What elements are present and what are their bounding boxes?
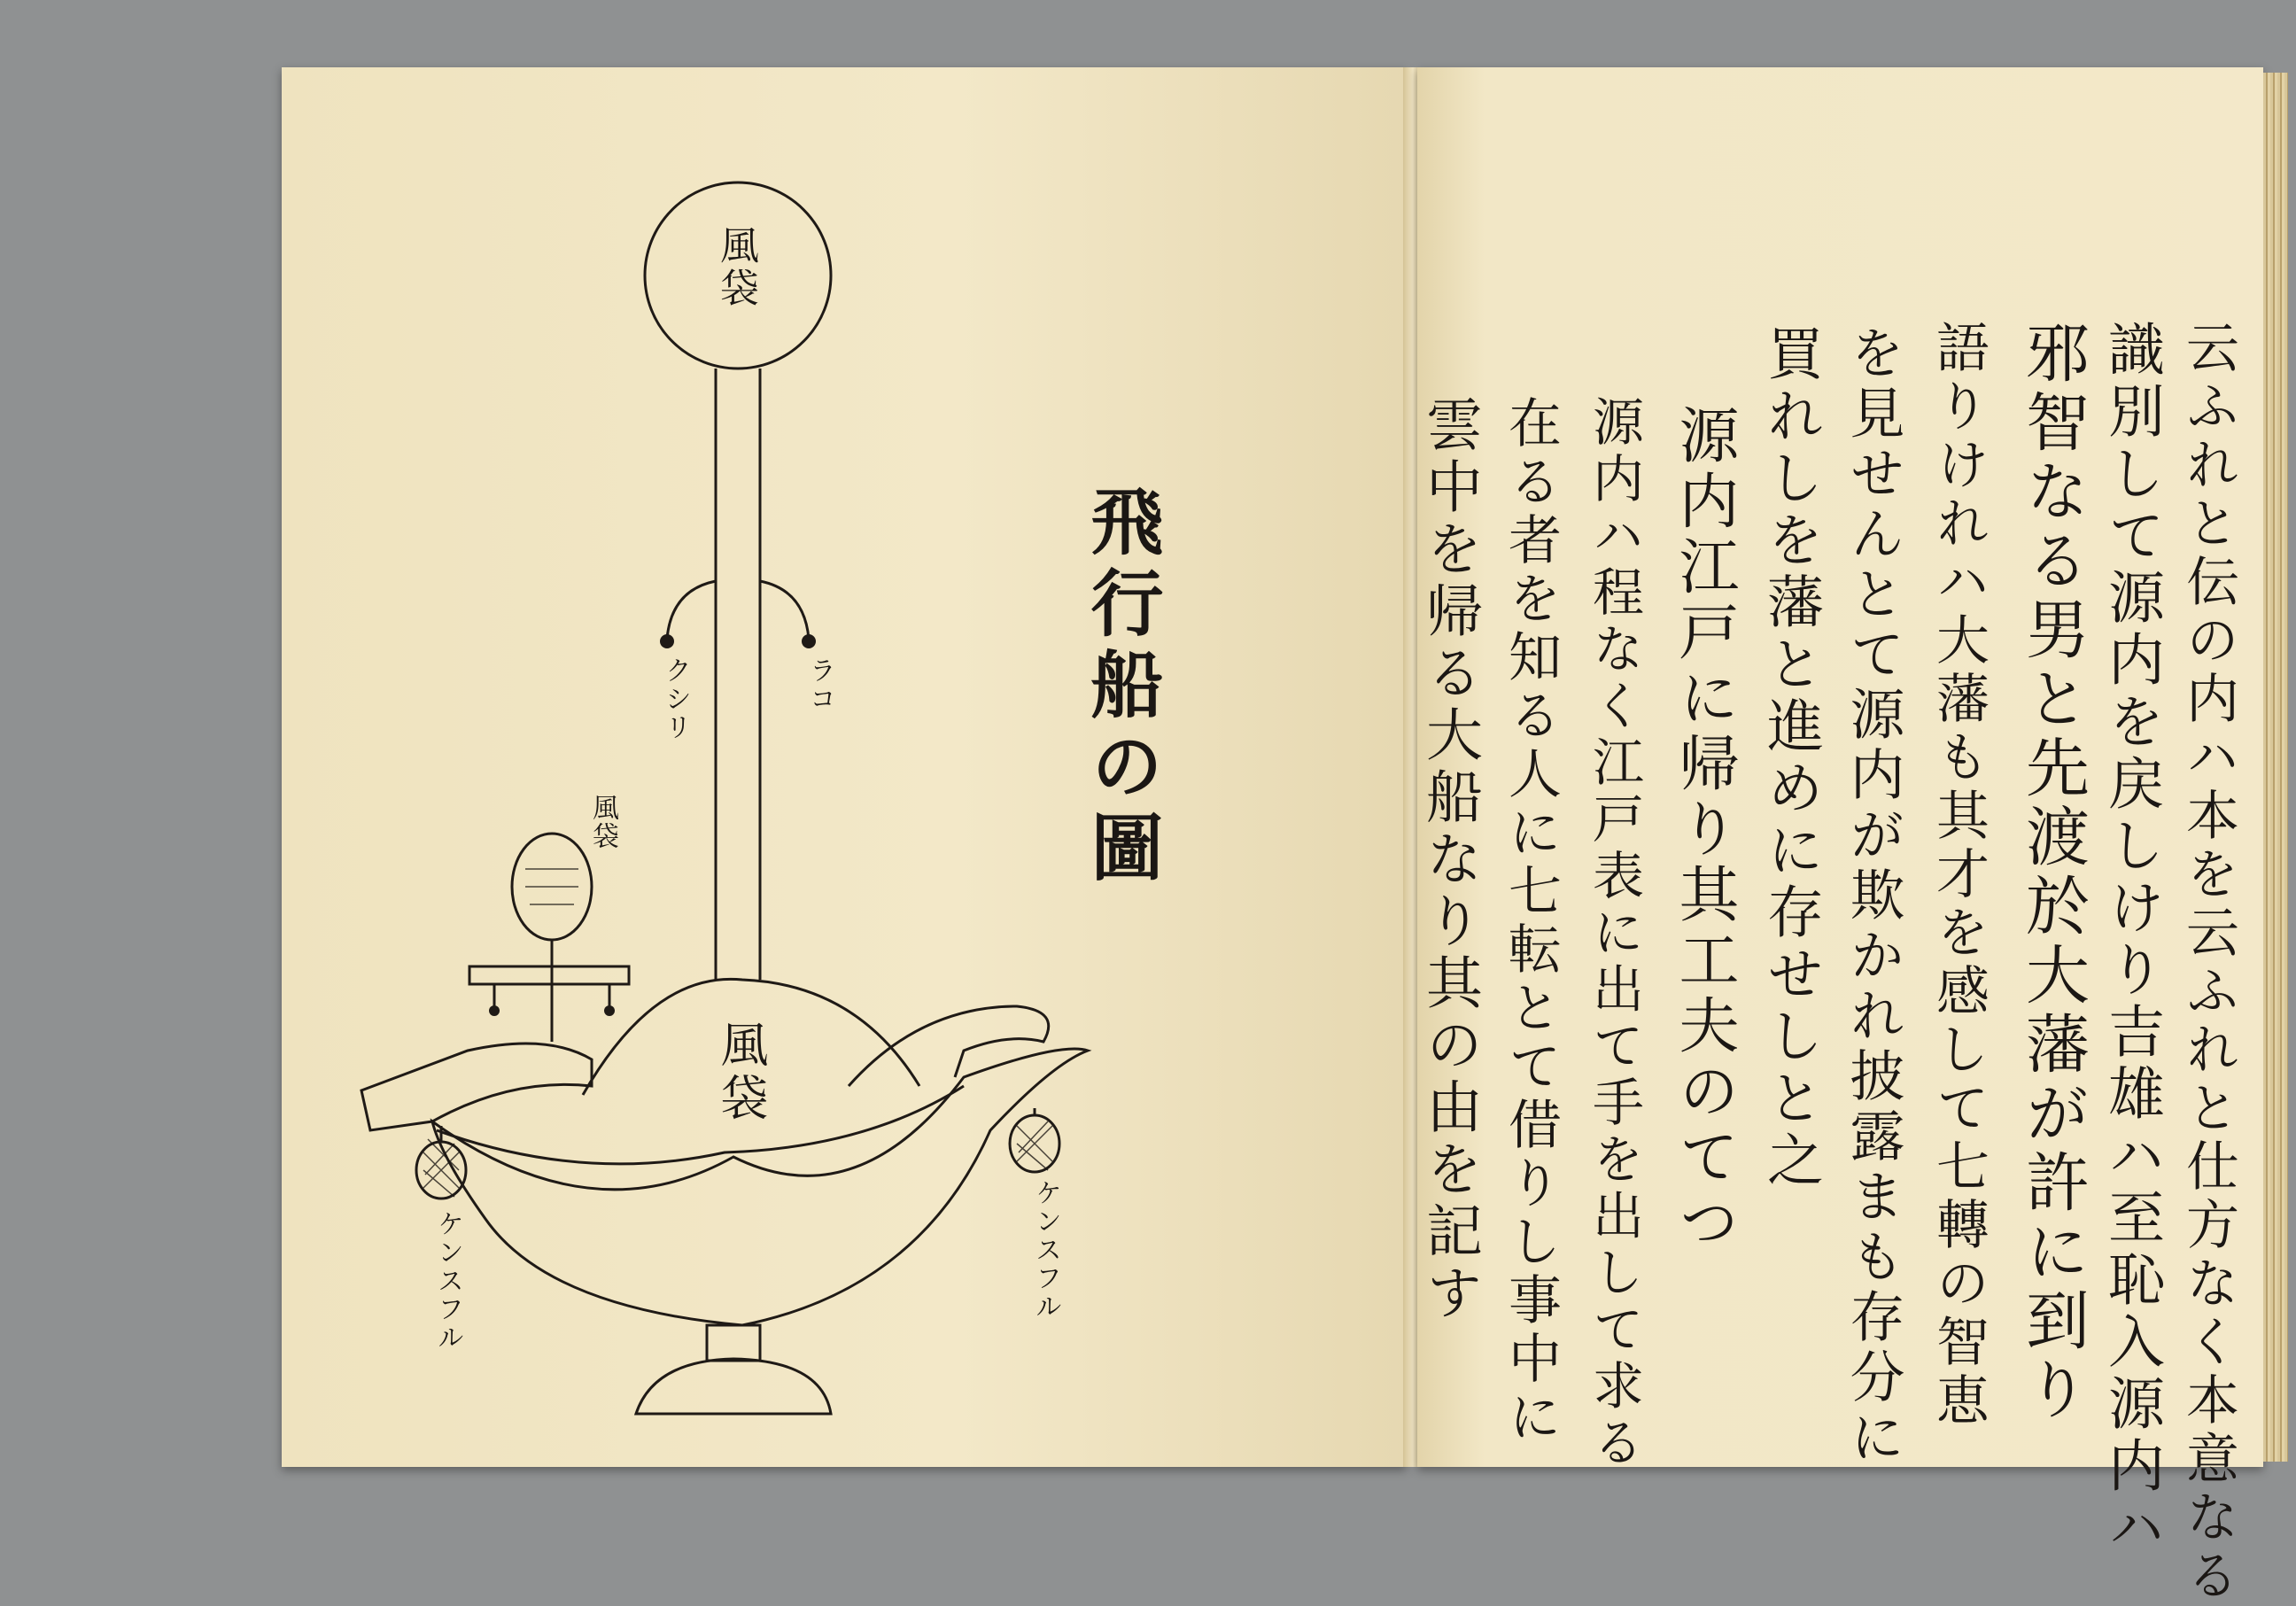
hook-arms xyxy=(667,581,809,639)
drawing-title: 飛行船の圖 xyxy=(1079,484,1164,891)
left-page xyxy=(282,67,1407,1467)
label-balloon-top: 風袋 xyxy=(713,225,758,310)
label-hook-right: ラコ xyxy=(804,656,835,713)
label-weight-left: ケンスフル xyxy=(432,1210,463,1352)
label-weight-right: ケンスフル xyxy=(1030,1179,1061,1321)
stand-base xyxy=(636,1359,831,1414)
text-column-2: 識別して源内を戻しけり吉雄ハ至恥入源内ハ xyxy=(2098,320,2164,1560)
text-column-9: 在る者を知る人に七転とて借りし事中に xyxy=(1500,395,1562,1447)
label-body: 風袋 xyxy=(713,1020,769,1126)
stand-post xyxy=(707,1325,760,1361)
label-hook-left: クシリ xyxy=(660,656,691,741)
open-book xyxy=(266,67,2239,1606)
text-column-7: 源内江戸に帰り其工夫のてつ xyxy=(1669,404,1739,1256)
text-column-4: 語りけれハ大藩も其才を感して七轉の智恵 xyxy=(1928,320,1990,1431)
text-column-10: 雲中を帰る大船なり其の由を記す xyxy=(1416,395,1482,1325)
text-column-5: を見せんとて源内が欺かれ披露まも存分に xyxy=(1841,324,1905,1469)
stern xyxy=(849,1006,1049,1086)
crossbar xyxy=(469,966,629,984)
label-balloon-small: 風袋 xyxy=(587,794,618,850)
text-column-8: 源内ハ程なく江戸表に出て手を出して求る xyxy=(1584,395,1644,1472)
page-edges xyxy=(2263,73,2288,1462)
text-column-1: 云ふれと伝の内ハ本を云ふれと仕方なく本意なる xyxy=(2177,320,2239,1606)
text-column-3: 邪智なる男と先渡於大藩が許に到り xyxy=(2015,320,2090,1425)
right-page xyxy=(1416,67,2263,1606)
prow xyxy=(361,1044,592,1130)
text-column-6: 買れしを藩と進めに存せしと之 xyxy=(1757,324,1823,1192)
